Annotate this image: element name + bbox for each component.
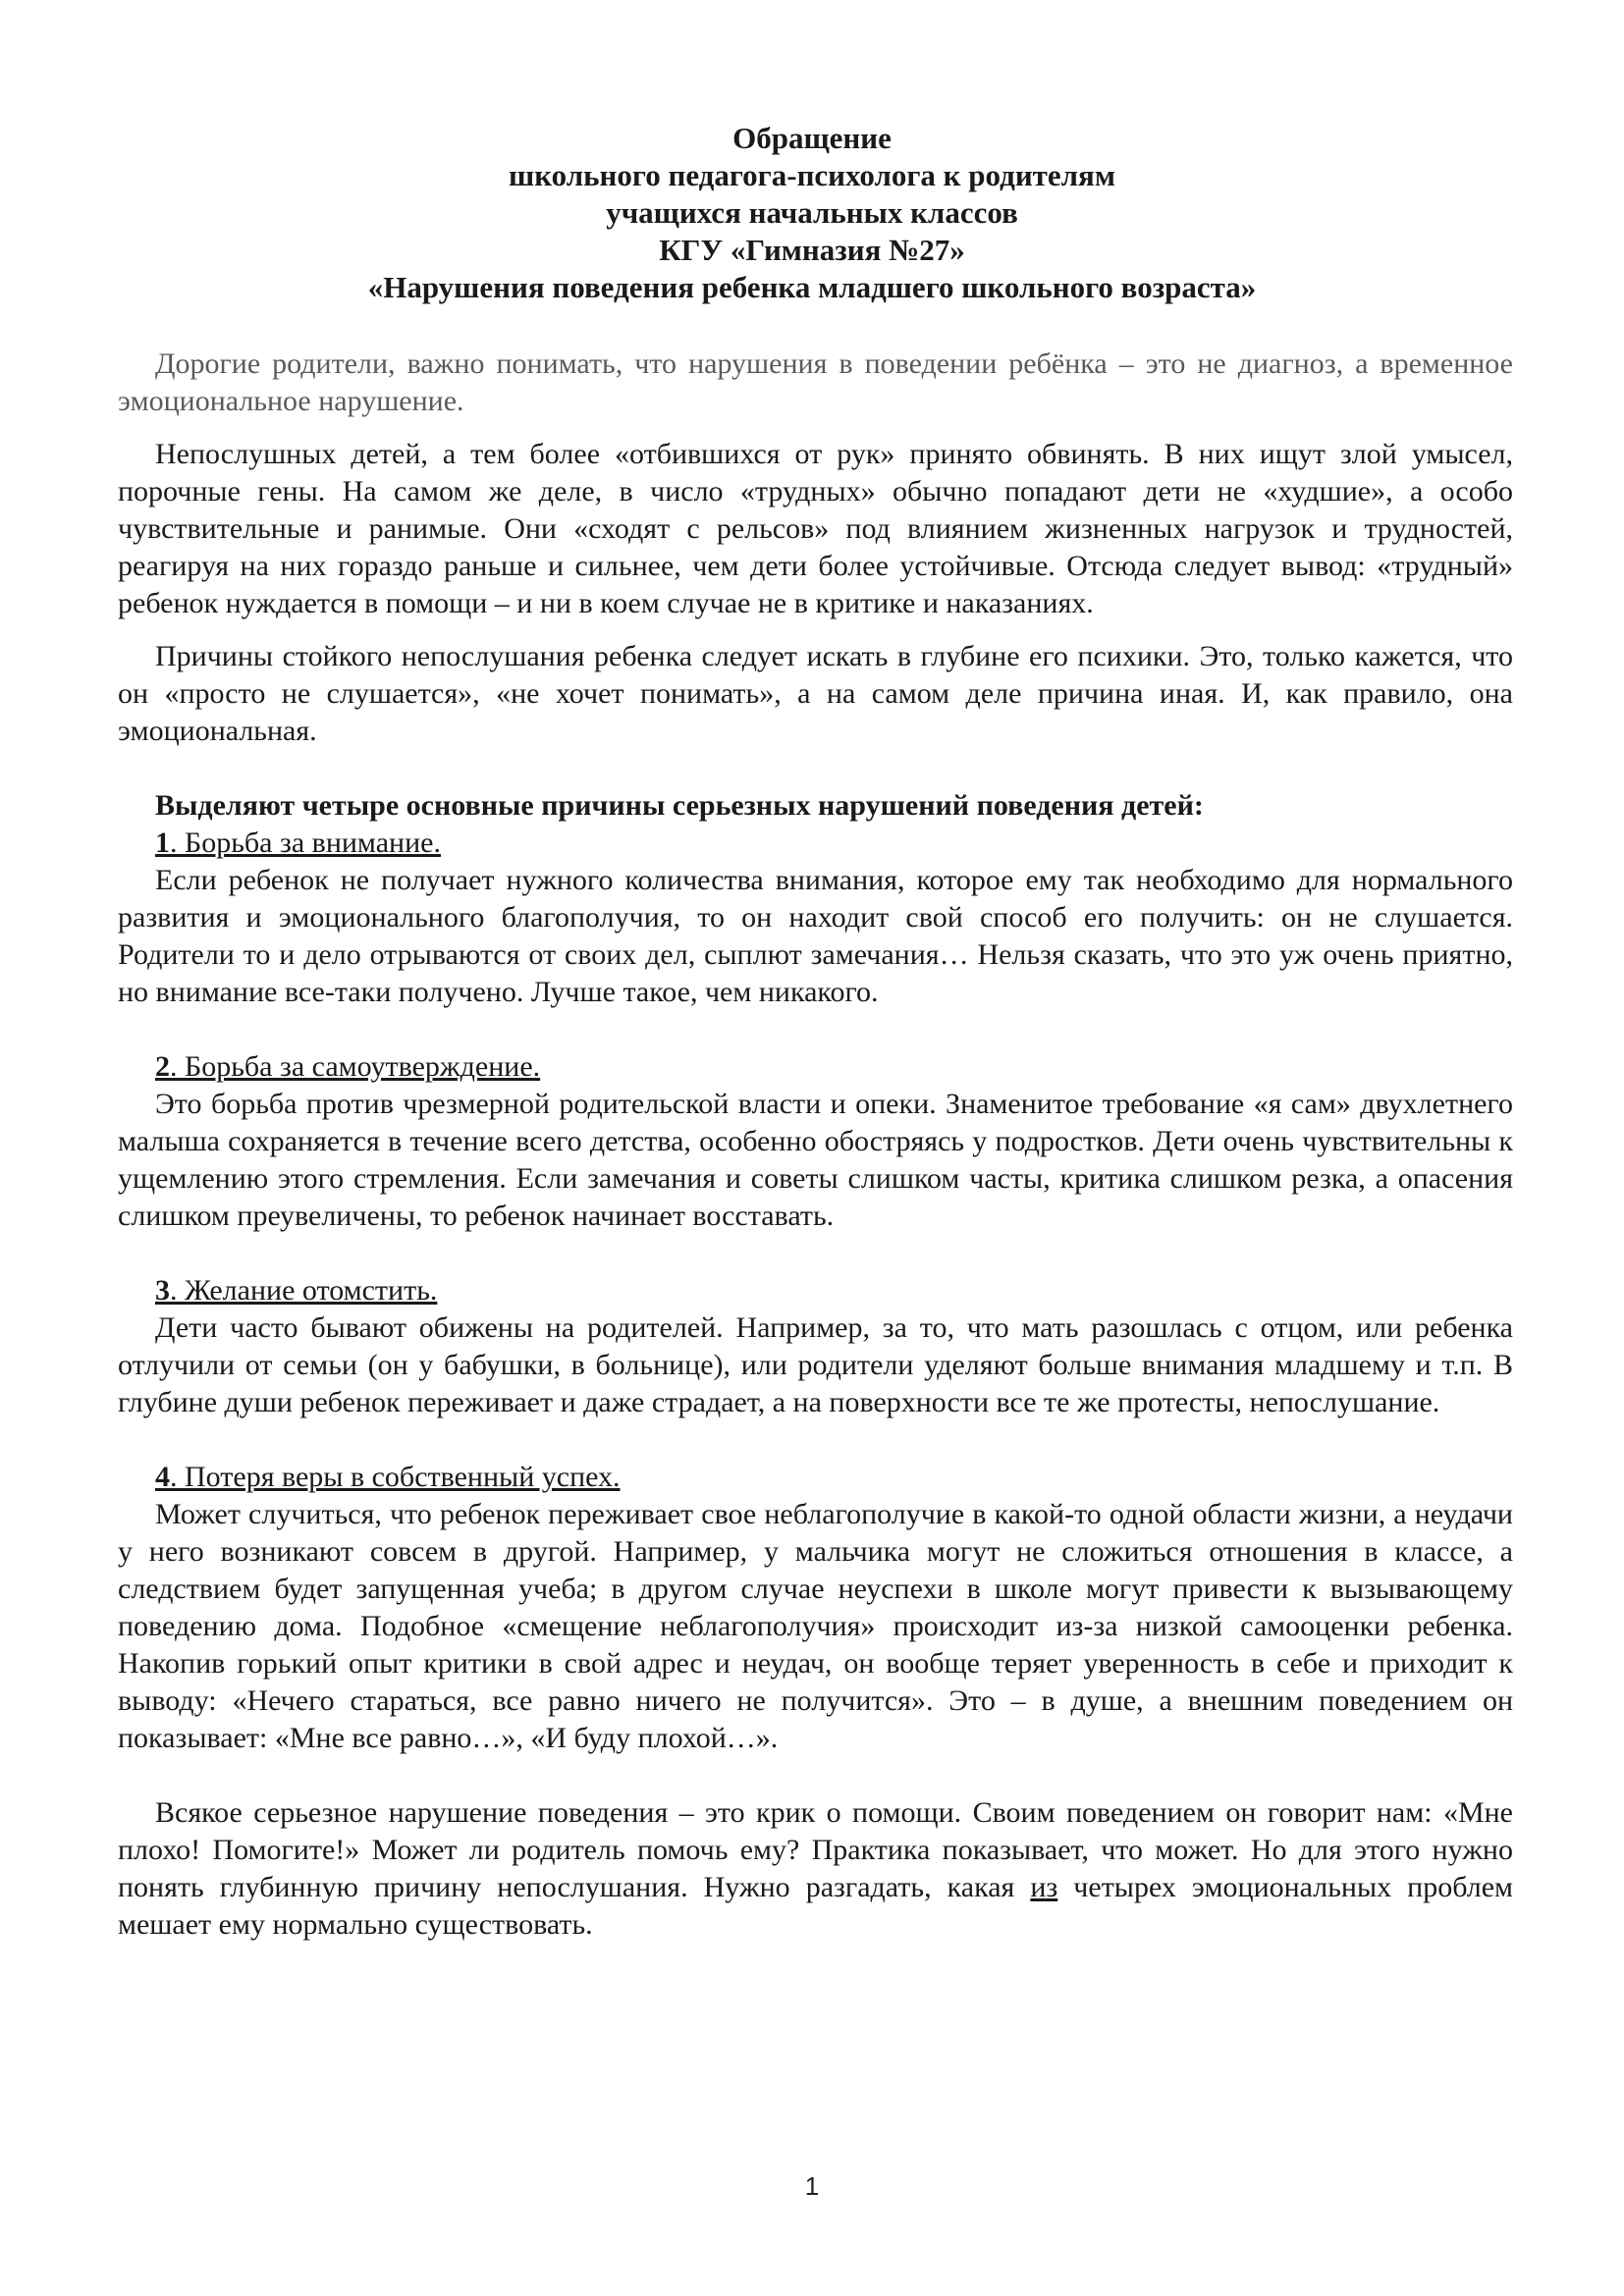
header-line-5: «Нарушения поведения ребенка младшего школьного возраста» (367, 270, 1257, 304)
reason-1-heading (118, 825, 1513, 862)
reason-2-text: Это борьба против чрезмерной родительской власти и опеки. Знаменитое требование «я сам» двухлетнего малыша сохраняется в течение всего детства, особенно обостряясь у подростков. Дети очень чувствительны к ущемлению этого стремления. Если замечания и советы слишком часты, критика слишком резка, а опасения слишком преувеличены, то ребенок начинает восставать. (118, 1088, 1513, 1232)
reason-2-title: . Борьба за самоутверждение. (170, 1050, 541, 1083)
reason-3-title: . Желание отомстить. (170, 1274, 438, 1307)
conclusion-paragraph (118, 1794, 1513, 1944)
reason-2-number: 2 (155, 1050, 170, 1083)
paragraph-2: Причины стойкого непослушания ребенка следует искать в глубине его психики. Это, только кажется, что он «просто не слушается», «не хочет понимать», а на самом деле причина иная. И, как правило, она эмоциональная. (118, 640, 1513, 747)
document-body (118, 346, 1513, 1944)
page-number: 1 (804, 2171, 820, 2201)
conclusion-text-end: четырех эмоциональных проблем мешает ему нормально существовать. (118, 1871, 1513, 1941)
header-line-3: учащихся начальных классов (606, 195, 1018, 230)
reason-1-text: Если ребенок не получает нужного количества внимания, которое ему так необходимо для нормального развития и эмоционального благополучия, то он находит свой способ его получить: он не слушается. Родители то и дело отрываются от своих дел, сыплют замечания… Нельзя сказать, что это уж очень приятно, но внимание все-таки получено. Лучше такое, чем никакого. (118, 864, 1513, 1008)
reason-3-text: Дети часто бывают обижены на родителей. Например, за то, что мать разошлась с отцом, или ребенка отлучили от семьи (он у бабушки, в больнице), или родители уделяют больше внимания младшему и т.п. В глубине души ребенок переживает и даже страдает, а на поверхности все те же протесты, непослушание. (118, 1311, 1513, 1418)
reasons-heading: Выделяют четыре основные причины серьезных нарушений поведения детей: (155, 789, 1204, 822)
conclusion-underlined-word: из (1030, 1871, 1058, 1903)
reason-4-title: . Потеря веры в собственный успех. (170, 1461, 621, 1493)
reason-4-heading (118, 1459, 1513, 1496)
header-line-4: КГУ «Гимназия №27» (659, 233, 965, 267)
reason-2-heading (118, 1048, 1513, 1086)
reason-1-title: . Борьба за внимание. (170, 827, 441, 859)
paragraph-1: Непослушных детей, а тем более «отбившихся от рук» принято обвинять. В них ищут злой умысел, порочные гены. На самом же деле, в число «трудных» обычно попадают дети не «худшие», а особо чувствительные и ранимые. Они «сходят с рельсов» под влиянием жизненных нагрузок и трудностей, реагируя на них гораздо раньше и сильнее, чем дети более устойчивые. Отсюда следует вывод: «трудный» ребенок нуждается в помощи – и ни в коем случае не в критике и наказаниях. (118, 438, 1513, 619)
reason-4-text: Может случиться, что ребенок переживает свое неблагополучие в какой-то одной области жизни, а неудачи у него возникают совсем в другой. Например, у мальчика могут не сложиться отношения в классе, а следствием будет запущенная учеба; в другом случае неуспехи в школе могут привести к вызывающему поведению дома. Подобное «смещение неблагополучия» происходит из-за низкой самооценки ребенка. Накопив горький опыт критики в свой адрес и неудач, он вообще теряет уверенность в себе и приходит к выводу: «Нечего стараться, все равно ничего не получится». Это – в душе, а внешним поведением он показывает: «Мне все равно…», «И буду плохой…». (118, 1498, 1513, 1754)
reason-1-number: 1 (155, 827, 170, 859)
reason-3-heading (118, 1272, 1513, 1309)
reason-4-number: 4 (155, 1461, 170, 1493)
document-header (118, 120, 1506, 306)
header-line-1: Обращение (732, 121, 892, 155)
conclusion-text-start: Всякое серьезное нарушение поведения – это крик о помощи. Своим поведением он говорит нам: «Мне плохо! Помогите!» Может ли родитель помочь ему? Практика показывает, что может. Но для этого нужно понять глубинную причину непослушания. Нужно разгадать, какая (118, 1796, 1513, 1903)
reason-3-number: 3 (155, 1274, 170, 1307)
header-line-2: школьного педагога-психолога к родителям (509, 158, 1115, 192)
intro-paragraph: Дорогие родители, важно понимать, что нарушения в поведении ребёнка – это не диагноз, а временное эмоциональное нарушение. (118, 347, 1513, 417)
